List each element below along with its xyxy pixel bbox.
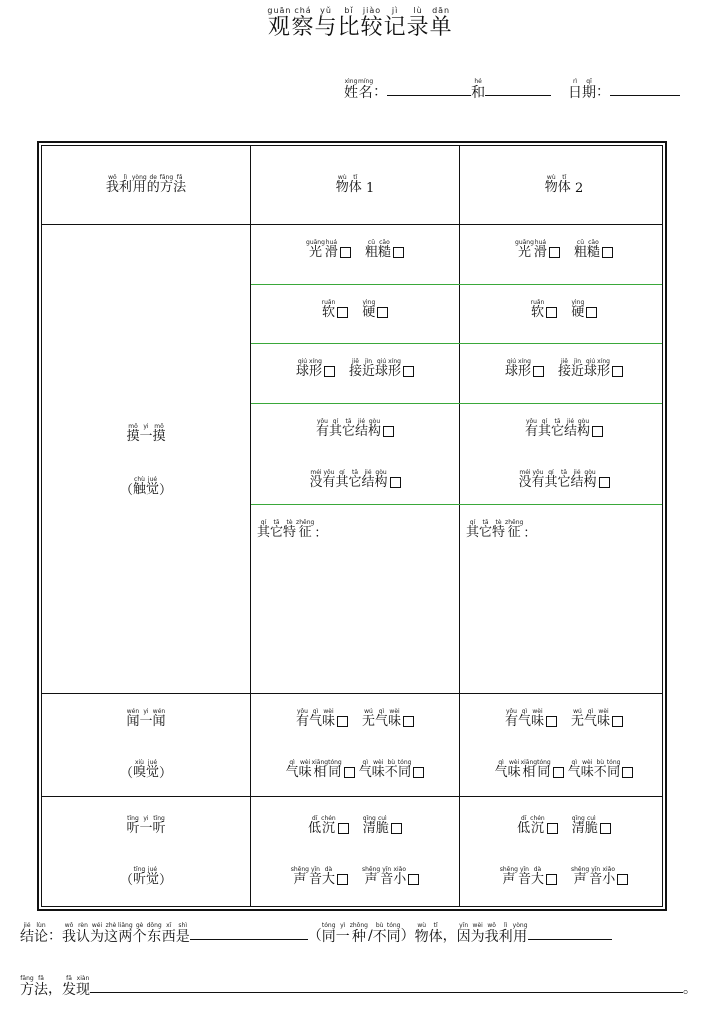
- hanzi-char: dōng 东: [146, 922, 162, 945]
- hanzi-char: tā 它: [557, 469, 571, 490]
- conclusion-blank-3[interactable]: [90, 992, 683, 993]
- checkbox[interactable]: [547, 823, 558, 834]
- hanzi-char: fāng 方: [159, 174, 174, 195]
- hanzi-char: tā 它: [550, 418, 564, 439]
- checkbox[interactable]: [393, 247, 404, 258]
- hanzi-char: hé 和: [471, 78, 486, 101]
- hanzi-char: gòu 构: [368, 418, 382, 439]
- hanzi-char: jì 记: [383, 6, 407, 40]
- obj2-shape-option-2[interactable]: [558, 358, 623, 380]
- option-row: [460, 418, 668, 440]
- hanzi-char: qí 其: [466, 519, 480, 540]
- hanzi-char: tóng 同: [606, 759, 621, 780]
- hanzi-char: lù 录: [406, 6, 430, 40]
- hanzi-char: shēng 声: [571, 866, 590, 887]
- option-row: [251, 759, 459, 781]
- hanzi-char: jié 结: [361, 469, 375, 490]
- hanzi-char: wèi 味: [580, 759, 594, 780]
- hanzi-char: yǒu 有: [524, 418, 538, 439]
- hanzi-char: yi 一: [139, 423, 153, 444]
- hanzi-char: fā 发: [62, 975, 76, 998]
- obj1-shape-option-1[interactable]: [296, 358, 335, 380]
- hanzi-char: wéi 为: [90, 922, 104, 945]
- obj2-tone-option-2[interactable]: [572, 815, 611, 837]
- checkbox[interactable]: [337, 874, 348, 885]
- hanzi-char: chá 察: [291, 6, 315, 40]
- hanzi-char: cū 粗: [573, 239, 587, 260]
- hanzi-char: qì 气: [567, 759, 581, 780]
- checkbox[interactable]: [617, 874, 628, 885]
- hanzi-char: dī 低: [517, 815, 531, 836]
- obj2-hardness-option-2[interactable]: [571, 299, 597, 321]
- checkbox[interactable]: [602, 247, 613, 258]
- hanzi-char: ruǎn 软: [530, 299, 545, 320]
- hanzi-char: mō 摸: [126, 423, 140, 444]
- option-row: [460, 866, 668, 888]
- conclusion-line-1: jié 结 lùn 论 ： wǒ 我 rèn 认 wéi 为 zhè 这 liǎng 两 gè 个 dōng 东 xī 西 shì 是 （ tóng 同 yì 一 zhǒng 种 / bù 不 tóng 同 ） wù 物 tǐ 体 ， yīn 因 wèi 为 wǒ 我 lì 利 yòng 用: [20, 922, 612, 945]
- option-row: [251, 708, 459, 730]
- checkbox[interactable]: [600, 823, 611, 834]
- hanzi-char: chén 沉: [321, 815, 336, 836]
- hanzi-char: guāng 光: [306, 239, 325, 260]
- page-title: [0, 6, 720, 40]
- obj1-volume-option-2[interactable]: [362, 866, 419, 888]
- hanzi-char: qiú 球: [295, 358, 309, 379]
- hanzi-char: huá 滑: [533, 239, 547, 260]
- option-row: [251, 418, 459, 440]
- checkbox[interactable]: [403, 366, 414, 377]
- hanzi-char: tǐ 体: [428, 922, 443, 945]
- hanzi-char: qiú 球: [504, 358, 518, 379]
- hanzi-char: qì 气: [375, 708, 389, 729]
- hanzi-char: tīng 听: [126, 815, 140, 836]
- hanzi-char: cāo 糙: [586, 239, 600, 260]
- hanzi-char: gè 个: [132, 922, 147, 945]
- hanzi-char: xiù 嗅: [132, 759, 146, 780]
- hanzi-char: bù 不: [593, 759, 607, 780]
- hanzi-char: lùn 论: [34, 922, 48, 945]
- hanzi-char: yìng 硬: [362, 299, 376, 320]
- option-row: [460, 299, 668, 321]
- checkbox[interactable]: [337, 716, 348, 727]
- hanzi-char: yīn 音: [589, 866, 603, 887]
- hanzi-char: mō 摸: [152, 423, 166, 444]
- obj1-hardness-option-1[interactable]: [322, 299, 349, 321]
- and-label: [471, 78, 486, 101]
- hanzi-char: tā 它: [479, 519, 493, 540]
- hanzi-char: tè 特: [492, 519, 506, 540]
- hanzi-char: dān 单: [429, 6, 453, 40]
- hanzi-char: qī 期: [582, 78, 597, 101]
- hanzi-char: wèi 味: [321, 708, 335, 729]
- header-method: [42, 174, 250, 196]
- obj1-smell-compare-1[interactable]: [286, 759, 355, 781]
- checkbox[interactable]: [390, 477, 401, 488]
- hanzi-char: guān 观: [267, 6, 292, 40]
- sense-hear: （ tīng 听 jué 觉 ）: [119, 866, 173, 888]
- hanzi-char: dà 大: [530, 866, 544, 887]
- hanzi-char: zhēng 征: [296, 519, 315, 540]
- hanzi-char: jié 结: [355, 418, 369, 439]
- obj1-smell-option-2[interactable]: [362, 708, 414, 730]
- hanzi-char: qiú 球: [375, 358, 389, 379]
- hanzi-char: wǒ 我: [484, 922, 499, 945]
- hanzi-char: xiǎo 小: [602, 866, 616, 887]
- hanzi-char: liǎng 两: [118, 922, 133, 945]
- hanzi-char: tīng 听: [132, 866, 146, 887]
- checkbox[interactable]: [546, 874, 557, 885]
- hanzi-char: guāng 光: [515, 239, 534, 260]
- option-row: [460, 469, 668, 491]
- hanzi-char: wù 物: [544, 174, 558, 195]
- hanzi-char: jié 结: [564, 418, 578, 439]
- hanzi-char: tīng 听: [152, 815, 166, 836]
- checkbox[interactable]: [546, 307, 557, 318]
- hanzi-char: yìng 硬: [571, 299, 585, 320]
- hanzi-char: wén 闻: [152, 708, 166, 729]
- hanzi-char: gòu 构: [577, 418, 591, 439]
- hanzi-char: cāo 糙: [377, 239, 391, 260]
- header-object-1: wù 物 tǐ 体 1: [335, 174, 375, 196]
- hanzi-char: yǒu 有: [531, 469, 545, 490]
- hanzi-char: tā 它: [270, 519, 284, 540]
- hanzi-char: bǐ 比: [337, 6, 361, 40]
- hanzi-char: yi 一: [139, 815, 153, 836]
- hanzi-char: jié 结: [570, 469, 584, 490]
- hanzi-char: tóng 同: [321, 922, 336, 945]
- hanzi-char: yòng 用: [131, 174, 147, 195]
- hanzi-char: wèi 为: [470, 922, 485, 945]
- hanzi-char: qì 气: [517, 708, 531, 729]
- hanzi-char: jié 结: [20, 922, 34, 945]
- hanzi-char: xíng 形: [517, 358, 531, 379]
- observation-table: [37, 141, 667, 911]
- hanzi-char: tā 它: [348, 469, 362, 490]
- hanzi-char: lì 利: [118, 174, 132, 195]
- checkbox[interactable]: [344, 767, 355, 778]
- hanzi-char: wú 无: [362, 708, 376, 729]
- hanzi-char: tǐ 体: [557, 174, 571, 195]
- hanzi-char: wén 闻: [126, 708, 140, 729]
- option-row: [251, 358, 459, 380]
- hanzi-char: fǎ 法: [173, 174, 187, 195]
- option-row: [460, 239, 668, 261]
- checkbox[interactable]: [612, 716, 623, 727]
- checkbox[interactable]: [391, 823, 402, 834]
- checkbox[interactable]: [408, 874, 419, 885]
- checkbox[interactable]: [549, 247, 560, 258]
- hanzi-char: chén 沉: [530, 815, 545, 836]
- hanzi-char: xíng 形: [388, 358, 402, 379]
- hanzi-char: wǒ 我: [105, 174, 119, 195]
- obj2-other-features[interactable]: qí 其 tā 它 tè 特 zhēng 征 ：: [466, 519, 537, 541]
- name-date-row: [344, 78, 680, 101]
- checkbox[interactable]: [612, 366, 623, 377]
- conclusion-blank-2[interactable]: [528, 939, 612, 940]
- hanzi-char: chù 触: [132, 476, 146, 497]
- obj2-texture-option-2[interactable]: [574, 239, 613, 261]
- obj1-texture-option-1[interactable]: [306, 239, 351, 261]
- sense-smell: （ xiù 嗅 jué 觉 ）: [119, 759, 173, 781]
- hanzi-char: yi 一: [139, 708, 153, 729]
- option-row: [251, 866, 459, 888]
- hanzi-char: qí 其: [328, 418, 342, 439]
- obj1-shape-option-2[interactable]: [349, 358, 414, 380]
- obj2-smell-compare-2[interactable]: [568, 759, 634, 781]
- hanzi-char: qí 其: [537, 418, 551, 439]
- obj2-hardness-option-1[interactable]: [531, 299, 558, 321]
- hanzi-char: xiāng 相: [520, 759, 538, 780]
- option-row: [251, 469, 459, 491]
- hanzi-char: yì 一: [335, 922, 350, 945]
- obj1-other-features[interactable]: qí 其 tā 它 tè 特 zhēng 征 ：: [257, 519, 328, 541]
- obj1-smell-compare-2[interactable]: [359, 759, 425, 781]
- obj1-volume-option-1[interactable]: [291, 866, 348, 888]
- method-hear: [42, 815, 250, 837]
- hanzi-char: xī 西: [161, 922, 176, 945]
- hanzi-char: tóng 同: [386, 922, 401, 945]
- checkbox[interactable]: [383, 426, 394, 437]
- hanzi-char: huá 滑: [324, 239, 338, 260]
- hanzi-char: wù 物: [335, 174, 349, 195]
- hanzi-char: wèi 味: [388, 708, 402, 729]
- obj2-tone-option-1[interactable]: [517, 815, 558, 837]
- hanzi-char: lì 利: [498, 922, 513, 945]
- hanzi-char: bù 不: [372, 922, 387, 945]
- obj1-hardness-option-2[interactable]: [362, 299, 388, 321]
- name-colon: ：: [373, 84, 388, 101]
- checkbox[interactable]: [592, 426, 603, 437]
- option-row: [251, 239, 459, 261]
- hanzi-char: tóng 同: [328, 759, 342, 780]
- hanzi-char: gòu 构: [583, 469, 597, 490]
- checkbox[interactable]: [403, 716, 414, 727]
- obj2-shape-option-1[interactable]: [505, 358, 544, 380]
- hanzi-char: yīn 音: [380, 866, 394, 887]
- checkbox[interactable]: [377, 307, 388, 318]
- hanzi-char: wù 物: [414, 922, 429, 945]
- hanzi-char: qīng 清: [362, 815, 376, 836]
- hanzi-char: yǒu 有: [322, 469, 336, 490]
- hanzi-char: jué 觉: [146, 476, 160, 497]
- hanzi-char: tā 它: [341, 418, 355, 439]
- hanzi-char: de 的: [146, 174, 160, 195]
- obj2-no-structure[interactable]: [518, 469, 609, 491]
- hanzi-char: jiào 较: [360, 6, 384, 40]
- hanzi-char: gòu 构: [374, 469, 388, 490]
- hanzi-char: méi 没: [518, 469, 532, 490]
- hanzi-char: xìng 姓: [344, 78, 358, 101]
- hanzi-char: zhǒng 种: [349, 922, 368, 945]
- hanzi-char: tóng 同: [537, 759, 551, 780]
- hanzi-char: tǐ 体: [348, 174, 362, 195]
- name-blank-1[interactable]: [387, 95, 471, 96]
- checkbox[interactable]: [324, 366, 335, 377]
- hanzi-char: tóng 同: [397, 759, 412, 780]
- hanzi-char: shēng 声: [499, 866, 518, 887]
- hanzi-char: qí 其: [335, 469, 349, 490]
- hanzi-char: qì 气: [494, 759, 508, 780]
- hanzi-char: zhè 这: [104, 922, 118, 945]
- hanzi-char: yīn 因: [456, 922, 471, 945]
- hanzi-char: yǔ 与: [314, 6, 338, 40]
- hanzi-char: qì 气: [584, 708, 598, 729]
- hanzi-char: xiàn 现: [76, 975, 90, 998]
- option-row: [460, 815, 668, 837]
- obj1-texture-option-2[interactable]: [365, 239, 404, 261]
- hanzi-char: shēng 声: [290, 866, 309, 887]
- hanzi-char: jìn 近: [571, 358, 585, 379]
- hanzi-char: bù 不: [384, 759, 398, 780]
- checkbox[interactable]: [413, 767, 424, 778]
- date-colon: ：: [596, 84, 611, 101]
- hanzi-char: shēng 声: [362, 866, 381, 887]
- header-object-2: wù 物 tǐ 体 2: [544, 174, 584, 196]
- obj2-has-structure[interactable]: [524, 418, 603, 440]
- hanzi-char: yīn 音: [308, 866, 322, 887]
- hanzi-char: wèi 味: [597, 708, 611, 729]
- option-row: [460, 358, 668, 380]
- checkbox[interactable]: [546, 716, 557, 727]
- hanzi-char: cuì 脆: [584, 815, 598, 836]
- obj1-tone-option-1[interactable]: [308, 815, 349, 837]
- hanzi-char: qí 其: [257, 519, 271, 540]
- conclusion-line-2: fāng 方 fǎ 法 ， fā 发 xiàn 现 。: [20, 975, 697, 998]
- checkbox[interactable]: [338, 823, 349, 834]
- checkbox[interactable]: [337, 307, 348, 318]
- hanzi-char: jiē 接: [348, 358, 362, 379]
- hanzi-char: jué 觉: [146, 759, 160, 780]
- hanzi-char: wèi 味: [530, 708, 544, 729]
- hanzi-char: qì 气: [285, 759, 299, 780]
- method-smell: [42, 708, 250, 730]
- hanzi-char: wú 无: [571, 708, 585, 729]
- obj2-volume-option-2[interactable]: [571, 866, 628, 888]
- hanzi-char: xíng 形: [308, 358, 322, 379]
- obj2-smell-option-2[interactable]: [571, 708, 623, 730]
- name-blank-2[interactable]: [485, 95, 551, 96]
- checkbox[interactable]: [622, 767, 633, 778]
- hanzi-char: méi 没: [309, 469, 323, 490]
- hanzi-char: qì 气: [358, 759, 372, 780]
- checkbox[interactable]: [586, 307, 597, 318]
- checkbox[interactable]: [533, 366, 544, 377]
- obj1-no-structure[interactable]: [309, 469, 400, 491]
- date-label: [568, 78, 597, 101]
- option-row: [460, 708, 668, 730]
- hanzi-char: jué 觉: [146, 866, 160, 887]
- option-row: [251, 815, 459, 837]
- hanzi-char: yǒu 有: [295, 708, 309, 729]
- checkbox[interactable]: [599, 477, 610, 488]
- name-label: [344, 78, 374, 101]
- hanzi-char: yǒu 有: [504, 708, 518, 729]
- hanzi-char: tè 特: [283, 519, 297, 540]
- date-blank[interactable]: [610, 95, 680, 96]
- hanzi-char: dà 大: [321, 866, 335, 887]
- hanzi-char: shì 是: [175, 922, 190, 945]
- method-touch: [42, 423, 250, 445]
- hanzi-char: wèi 味: [298, 759, 312, 780]
- hanzi-char: jìn 近: [362, 358, 376, 379]
- obj2-volume-option-1[interactable]: [500, 866, 557, 888]
- hanzi-char: xíng 形: [597, 358, 611, 379]
- hanzi-char: yīn 音: [517, 866, 531, 887]
- option-row: [460, 759, 668, 781]
- checkbox[interactable]: [340, 247, 351, 258]
- obj2-smell-option-1[interactable]: [505, 708, 557, 730]
- hanzi-char: xiāng 相: [311, 759, 329, 780]
- checkbox[interactable]: [553, 767, 564, 778]
- hanzi-char: yòng 用: [512, 922, 528, 945]
- hanzi-char: qì 气: [308, 708, 322, 729]
- hanzi-char: fǎ 法: [34, 975, 48, 998]
- hanzi-char: wèi 味: [371, 759, 385, 780]
- obj1-smell-option-1[interactable]: [296, 708, 348, 730]
- obj1-tone-option-2[interactable]: [363, 815, 402, 837]
- hanzi-char: rèn 认: [76, 922, 90, 945]
- option-row: [251, 299, 459, 321]
- conclusion-blank-1[interactable]: [190, 939, 308, 940]
- hanzi-char: wèi 味: [507, 759, 521, 780]
- obj2-smell-compare-1[interactable]: [495, 759, 564, 781]
- hanzi-char: rì 日: [568, 78, 583, 101]
- hanzi-char: míng 名: [358, 78, 374, 101]
- hanzi-char: zhēng 征: [505, 519, 524, 540]
- hanzi-char: ruǎn 软: [321, 299, 336, 320]
- hanzi-char: wǒ 我: [62, 922, 76, 945]
- hanzi-char: cuì 脆: [375, 815, 389, 836]
- hanzi-char: qiú 球: [584, 358, 598, 379]
- hanzi-char: qīng 清: [571, 815, 585, 836]
- obj2-texture-option-1[interactable]: [515, 239, 560, 261]
- hanzi-char: dī 低: [308, 815, 322, 836]
- hanzi-char: qí 其: [544, 469, 558, 490]
- hanzi-char: cū 粗: [364, 239, 378, 260]
- hanzi-char: jiē 接: [557, 358, 571, 379]
- obj1-has-structure[interactable]: [315, 418, 394, 440]
- hanzi-char: xiǎo 小: [393, 866, 407, 887]
- sense-touch: （ chù 触 jué 觉 ）: [119, 476, 173, 498]
- hanzi-char: yǒu 有: [315, 418, 329, 439]
- hanzi-char: fāng 方: [20, 975, 34, 998]
